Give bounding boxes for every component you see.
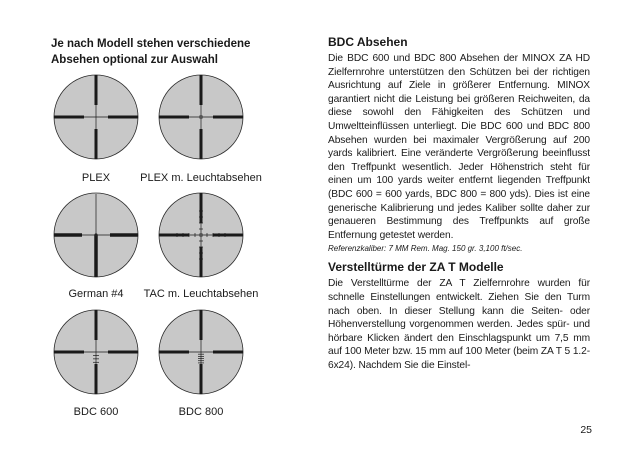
reticle-graphic <box>158 192 244 278</box>
page-number: 25 <box>580 424 592 436</box>
turrets-section-title: Verstelltürme der ZA T Modelle <box>328 260 504 275</box>
reticle-label: German #4 <box>68 288 124 300</box>
reticle-bdc800 <box>158 309 244 395</box>
reticle-graphic <box>158 309 244 395</box>
reticle-graphic <box>53 192 139 278</box>
reticle-plex-illum <box>158 74 244 160</box>
reticle-graphic <box>53 74 139 160</box>
reticle-plex <box>53 74 139 160</box>
reticle-graphic <box>158 74 244 160</box>
reticle-label: PLEX m. Leuchtabsehen <box>140 172 262 184</box>
reference-caliber-note: Referenzkaliber: 7 MM Rem. Mag. 150 gr. 3,100 ft/sec. <box>328 244 523 254</box>
reticle-section-heading: Je nach Modell stehen verschiedene Absehen optional zur Auswahl <box>51 38 251 66</box>
reticle-bdc600 <box>53 309 139 395</box>
reticle-german4 <box>53 192 139 278</box>
reticle-tac <box>158 192 244 278</box>
reticle-graphic <box>53 309 139 395</box>
reticle-label: BDC 800 <box>178 406 224 418</box>
text-column <box>328 34 590 372</box>
bdc-section-title: BDC Absehen <box>328 35 408 49</box>
turrets-section-body: Die Verstelltürme der ZA T Zielfernrohre wurden für schnelle Einstellungen entwickelt. Ziehen Sie den Turm nach oben. In dieser Stellung kann die Seiten- oder Höhenverstellung vorgenommen werden. Jedes spür- und hörbare Klicken ändert den Einschlagspunkt um 7,5 mm auf 100 Meter bzw. 15 mm auf 100 Meter (beim ZA T 5 1.2-6x24). Nachdem Sie die Einstel- <box>328 278 590 371</box>
reticle-label: BDC 600 <box>73 406 119 418</box>
reticle-label: PLEX <box>81 172 111 184</box>
reticle-center-dot <box>94 233 97 236</box>
reticle-label: TAC m. Leuchtabsehen <box>143 288 259 300</box>
reticle-center-dot <box>199 115 203 119</box>
bdc-section-body: Die BDC 600 und BDC 800 Absehen der MINOX ZA HD Zielfernrohre unterstützen den Schützen bei der richtigen Ausrichtung auf Ziele in größerer Entfernung. MINOX garantiert nicht die Leistung bei größeren Reichweiten, da diese sowohl den Fähigkeiten des Schützen und Umweltteinflüssen unterliegt. Die BDC 600 und BDC 800 Absehen wurden bei maximaler Vergrößerung auf 200 yards kalibriert. Eine veränderte Vergrößerung beeinflusst den Treffpunkt wesentlich. Jeder Höhenstrich steht für einen um 100 yards weiter entfernt liegenden Treffpunkt (BDC 600 = 600 yards, BDC 800 = 800 yds). Dies ist eine generische Kalibrierung und jedes Kaliber sollte daher zur genaueren Bestimmung des Treffpunkts auf große Entfernung getestet werden. <box>328 53 590 241</box>
reticle-center-dot <box>199 233 203 237</box>
